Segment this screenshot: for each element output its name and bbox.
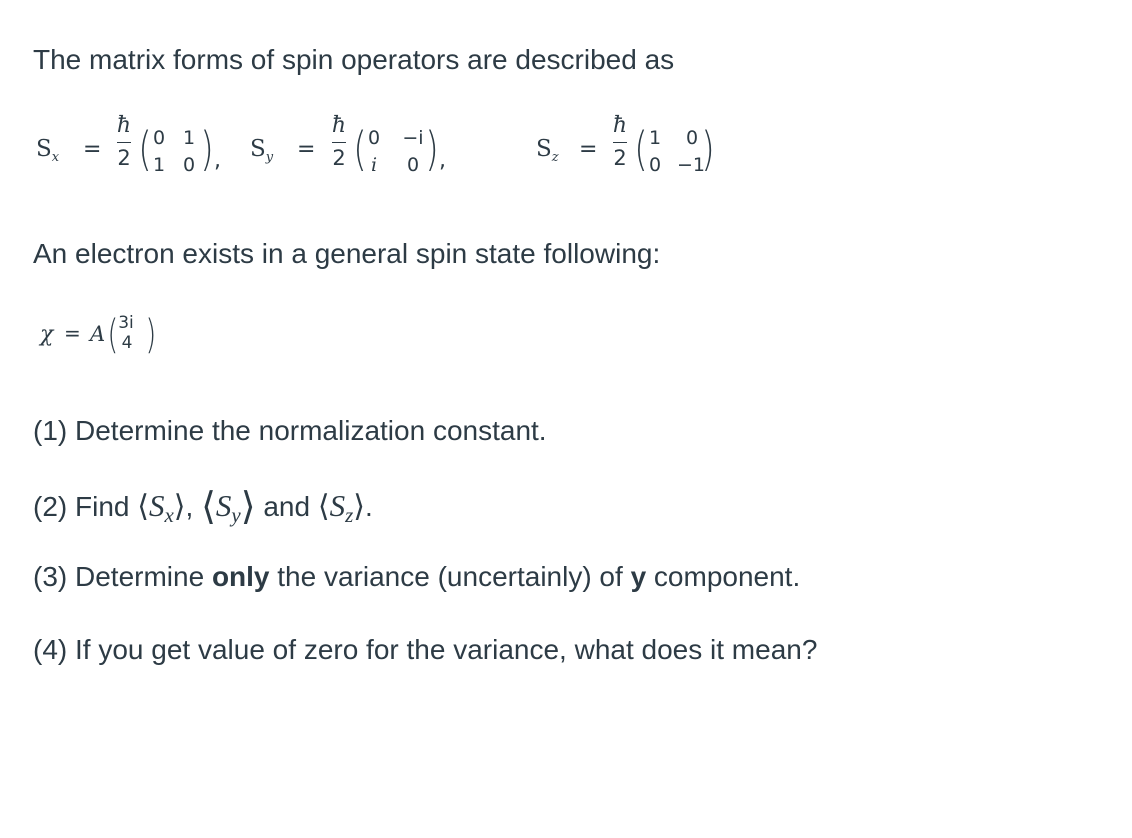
chi-symbol: χ bbox=[40, 322, 54, 347]
comma: , bbox=[439, 148, 446, 173]
sx-expectation: S bbox=[148, 488, 165, 523]
matrix-cell: −i bbox=[402, 127, 424, 149]
normalization-symbol: A bbox=[90, 322, 106, 346]
state-intro-text: An electron exists in a general spin state following: bbox=[33, 238, 661, 269]
emphasis-y: y bbox=[630, 561, 647, 592]
left-paren: ( bbox=[107, 312, 119, 358]
question-4: (4) If you get value of zero for the variance, what does it mean? bbox=[33, 634, 818, 665]
matrix-cell: −1 bbox=[676, 154, 705, 176]
matrix-cell: 0 bbox=[182, 154, 196, 176]
sx-symbol: $S_x$ bbox=[36, 136, 60, 165]
sz-expectation: S bbox=[329, 488, 346, 523]
spinor-bottom: 4 bbox=[121, 333, 133, 353]
matrix-cell: 0 bbox=[367, 127, 381, 149]
question-2: (2) Find $⟨S_x⟩$, $⟨S_y⟩$ and $⟨S_z⟩$. bbox=[33, 484, 373, 528]
right-paren: ) bbox=[200, 122, 214, 176]
matrix-cell: 1 bbox=[182, 127, 196, 149]
sy-symbol: $S_y$ bbox=[250, 136, 274, 165]
question-2-prefix: (2) Find bbox=[33, 491, 138, 522]
hbar-over-two: ħ 2 bbox=[331, 113, 347, 170]
matrix-cell: 0 bbox=[406, 154, 420, 176]
left-paren: ( bbox=[138, 122, 152, 176]
equals-sign: = bbox=[64, 321, 81, 345]
matrix-cell: 1 bbox=[152, 154, 166, 176]
intro-text: The matrix forms of spin operators are described as bbox=[33, 44, 675, 75]
equals-sign: = bbox=[579, 137, 598, 162]
equals-sign: = bbox=[297, 137, 316, 162]
matrix-cell: 1 bbox=[648, 127, 662, 149]
spin-operator-matrices bbox=[36, 112, 796, 192]
right-paren: ) bbox=[425, 122, 439, 176]
left-paren: ( bbox=[634, 122, 648, 176]
sz-symbol: $S_z$ bbox=[536, 136, 559, 165]
matrix-cell: 0 bbox=[648, 154, 662, 176]
matrix-cell: 0 bbox=[685, 127, 699, 149]
matrix-cell: i bbox=[370, 154, 378, 176]
question-1: (1) Determine the normalization constant. bbox=[33, 415, 547, 446]
spinor-top: 3i bbox=[118, 313, 134, 333]
hbar-over-two: ħ 2 bbox=[612, 113, 628, 170]
hbar-over-two: ħ 2 bbox=[116, 113, 132, 170]
left-paren: ( bbox=[353, 122, 367, 176]
right-paren: ) bbox=[145, 312, 157, 358]
equals-sign: = bbox=[83, 137, 102, 162]
sy-expectation: S bbox=[215, 488, 232, 523]
question-3: (3) Determine only the variance (uncertainly) of y component. bbox=[33, 561, 801, 592]
matrix-cell: 0 bbox=[152, 127, 166, 149]
emphasis-only: only bbox=[211, 561, 270, 592]
right-paren: ) bbox=[701, 122, 715, 176]
spin-state-equation bbox=[40, 310, 240, 360]
comma: , bbox=[214, 148, 221, 173]
